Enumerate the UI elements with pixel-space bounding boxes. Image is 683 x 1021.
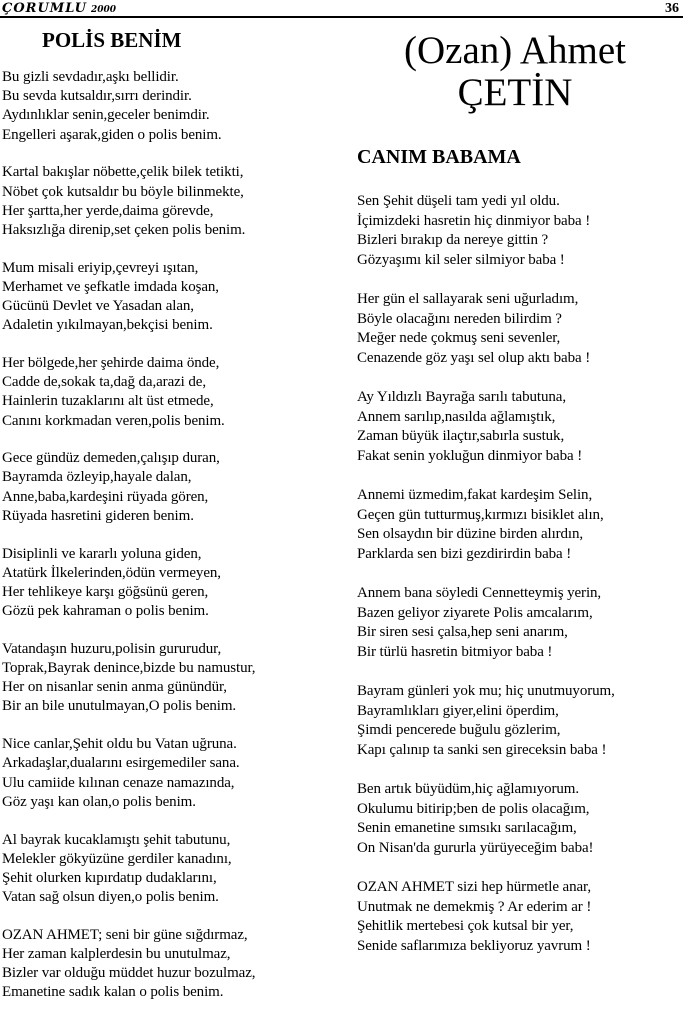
left-poem-title: POLİS BENİM [42,28,182,52]
author-line-1: (Ozan) Ahmet [403,29,626,72]
author-line-2: ÇETİN [457,71,573,114]
stanza [357,584,683,662]
poem-line: OZAN AHMET sizi hep hürmetle anar, [357,879,592,895]
poem-line: Annemi üzmedim,fakat kardeşim Selin, [357,487,593,503]
poem-line: Disiplinli ve kararlı yoluna giden, [2,545,202,562]
stanza [2,68,337,145]
stanza [2,545,337,622]
poem-line: Aydınlıklar senin,geceler benimdir. [2,107,210,124]
stanza [2,163,337,240]
poem-line: Bir siren sesi çalsa,hep seni anarım, [357,624,568,640]
poem-line: Şehitlik mertebesi çok kutsal bir yer, [357,918,574,934]
poem-line: On Nisan'da gururla yürüyeceğim baba! [357,839,594,856]
poem-line: Emanetine sadık kalan o polis benim. [2,984,224,1001]
poem-line: Bu gizli sevdadır,aşkı bellidir. [2,69,179,85]
poem-line: Bizleri bırakıp da nereye gittin ? [357,232,549,248]
right-column [357,30,683,976]
poem-line: Vatan sağ olsun diyen,o polis benim. [2,889,219,906]
poem-line: Ben artık büyüdüm,hiç ağlamıyorum. [357,781,579,797]
poem-line: Cadde de,sokak ta,dağ da,arazi de, [2,374,207,391]
poem-line: Her bölgede,her şehirde daima önde, [2,354,220,371]
masthead-year: 2000 [90,5,117,15]
poem-line: Bir an bile unutulmayan,O polis benim. [2,698,237,715]
poem-line: Bir türlü hasretin bitmiyor baba ! [357,643,553,660]
stanza [357,290,683,368]
poem-line: Haksızlığa direnip,set çeken polis benim. [2,221,246,238]
poem-line: Gücünü Devlet ve Yasadan alan, [2,298,194,315]
stanza [2,354,337,431]
poem-line: Atatürk İlkelerinden,ödün vermeyen, [2,564,221,581]
stanza [2,449,337,526]
poem-line: Göz yaşı kan olan,o polis benim. [2,793,196,810]
poem-line: OZAN AHMET; seni bir güne sığdırmaz, [2,926,248,943]
poem-line: Ulu camiide kılınan cenaze namazında, [2,774,235,791]
stanza [2,735,337,812]
poem-line: Sen olsaydın bir düzine birden alırdın, [357,526,584,542]
poem-line: Gözyaşımı kil seler silmiyor baba ! [357,251,565,268]
poem-line: Şehit olurken kıpırdatıp dudaklarını, [2,869,217,886]
poem-line: Engelleri aşarak,giden o polis benim. [2,126,222,143]
poem-line: Melekler gökyüzüne gerdiler kanadını, [2,850,232,867]
stanza [357,780,683,858]
stanza [2,831,337,908]
poem-line: Nöbet çok kutsaldır bu böyle bilinmekte, [2,183,244,200]
poem-line: Şimdi pencerede buğulu gözlerim, [357,722,561,738]
poem-line: Al bayrak kucaklamıştı şehit tabutunu, [2,831,231,848]
poem-line: Nice canlar,Şehit oldu bu Vatan uğruna. [2,736,237,753]
author-name [347,30,683,122]
poem-line: Bazen geliyor ziyarete Polis amcalarım, [357,604,593,621]
header-rule [0,16,683,18]
poem-line: Gece gündüz demeden,çalışıp duran, [2,450,220,467]
poem-line: Her zaman kalplerdesin bu unutulmaz, [2,946,231,963]
masthead [2,1,116,16]
page-number: 36 [665,1,679,16]
poem-line: Annem bana söyledi Cennetteymiş yerin, [357,585,602,601]
poem-line: Bayramlıkları giyer,elini öperdim, [357,702,559,719]
poem-line: Bizler var olduğu müddet huzur bozulmaz, [2,965,256,982]
poem-line: Parklarda sen bizi gezdirirdin baba ! [357,545,572,562]
masthead-title: ÇORUMLU [2,1,87,16]
poem-line: Her gün el sallayarak seni uğurladım, [357,291,579,307]
poem-line: Geçen gün tutturmuş,kırmızı bisiklet alın, [357,506,604,523]
poem-line: Her tehlikeye karşı göğsünü geren, [2,583,209,600]
poem-line: Her şartta,her yerde,daima görevde, [2,202,214,219]
poem-line: Senide saflarımıza bekliyoruz yavrum ! [357,937,591,954]
poem-line: Gözü pek kahraman o polis benim. [2,603,209,620]
poem-line: Anne,baba,kardeşini rüyada gören, [2,488,209,505]
poem-line: Cenazende göz yaşı sel olup aktı baba ! [357,349,591,366]
stanza [357,682,683,760]
stanza [2,640,337,717]
poem-line: Fakat senin yokluğun dinmiyor baba ! [357,447,583,464]
poem-line: Vatandaşın huzuru,polisin gururudur, [2,640,222,657]
poem-line: Okulumu bitirip;ben de polis olacağım, [357,800,590,817]
stanza [357,486,683,564]
stanza [357,878,683,956]
stanza [357,192,683,270]
poem-line: Canını korkmadan veren,polis benim. [2,412,225,429]
poem-line: Her on nisanlar senin anma günündür, [2,679,227,696]
poem-line: Bayramda özleyip,hayale dalan, [2,469,192,486]
stanza [2,259,337,336]
poem-line: Kapı çalınıp ta sanki sen gireceksin baba ! [357,741,607,758]
poem-line: Merhamet ve şefkatle imdada koşan, [2,278,219,295]
right-poem-title: CANIM BABAMA [357,146,521,168]
poem-line: Sen Şehit düşeli tam yedi yıl oldu. [357,193,560,209]
right-poem-body [357,192,683,956]
poem-line: Bu sevda kutsaldır,sırrı derindir. [2,88,192,105]
poem-line: Meğer nede çokmuş seni sevenler, [357,330,561,346]
stanza [2,926,337,1003]
left-column [2,24,337,1021]
poem-line: Annem sarılıp,nasılda ağlamıştık, [357,408,556,425]
poem-line: Senin emanetine sımsıkı sarılacağım, [357,820,577,836]
poem-line: Adaletin yıkılmayan,bekçisi benim. [2,317,213,334]
poem-line: Rüyada hasretini gideren benim. [2,507,194,524]
page-header [0,0,683,20]
poem-line: Böyle olacağını nereden bilirdim ? [357,310,562,327]
poem-line: Toprak,Bayrak denince,bizde bu namustur, [2,660,256,677]
poem-line: Kartal bakışlar nöbette,çelik bilek tetikti, [2,164,244,181]
poem-line: Bayram günleri yok mu; hiç unutmuyorum, [357,683,615,699]
poem-line: İçimizdeki hasretin hiç dinmiyor baba ! [357,212,591,229]
poem-line: Hainlerin tuzaklarını alt üst etmede, [2,393,214,410]
stanza [357,388,683,466]
poem-line: Zaman büyük ilaçtır,sabırla sustuk, [357,428,565,444]
poem-line: Ay Yıldızlı Bayrağa sarılı tabutuna, [357,389,566,405]
poem-line: Mum misali eriyip,çevreyi ışıtan, [2,259,199,276]
left-poem-body [2,68,337,1003]
poem-line: Unutmak ne demekmiş ? Ar ederim ar ! [357,898,592,915]
poem-line: Arkadaşlar,dualarını esirgemediler sana. [2,755,240,772]
